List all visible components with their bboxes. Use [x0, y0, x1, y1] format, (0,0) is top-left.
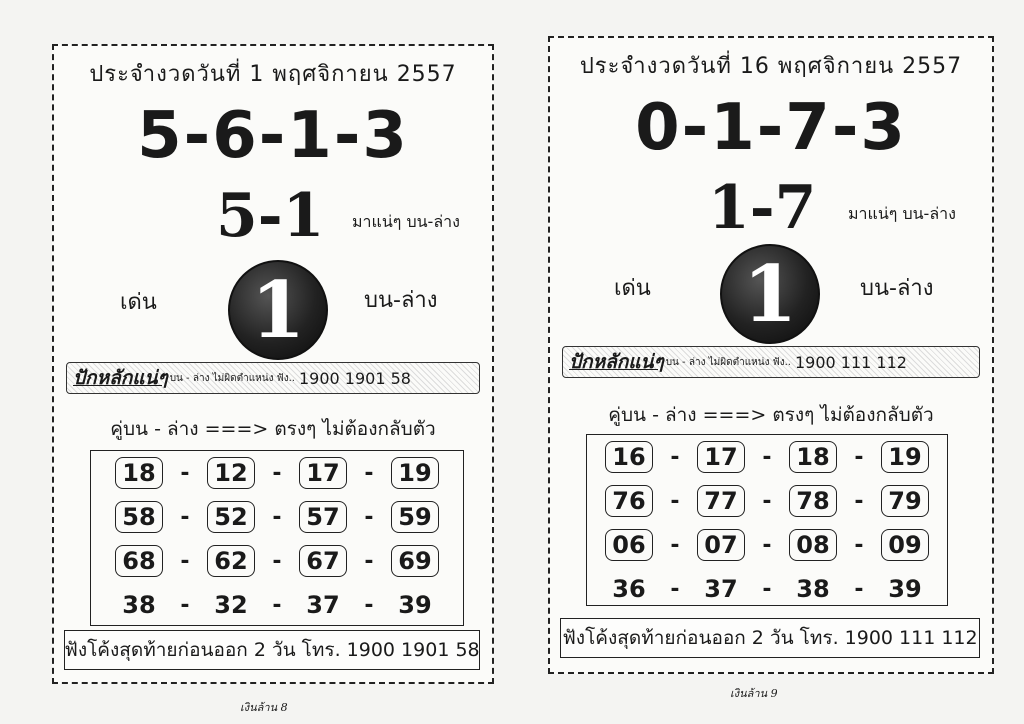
dash-separator: - [670, 488, 680, 514]
number-cell: 58 [115, 501, 163, 533]
promo-phone: 1900 1901 58 [298, 368, 411, 388]
promo-title: ปักหลักแน่ๆ [569, 351, 664, 373]
number-cell: 79 [881, 485, 929, 517]
dash-separator: - [364, 592, 374, 618]
promo-title: ปักหลักแน่ๆ [73, 367, 168, 389]
pairs-header: คู่บน - ล่าง ===> ตรงๆ ไม่ต้องกลับตัว [110, 418, 436, 440]
ball-caption: บน-ล่าง [860, 276, 934, 301]
promo-text: บน - ล่าง ไม่ผิดตำแหน่ง ฟัง.. [169, 372, 295, 384]
number-row [587, 567, 947, 611]
number-cell: 69 [391, 545, 439, 577]
promo-phone: 1900 111 112 [794, 352, 907, 372]
number-cell: 38 [796, 575, 830, 603]
footer-hotline: ฟังโค้งสุดท้ายก่อนออก 2 วัน โทร. 1900 111 112 [560, 618, 980, 658]
lead-label: เด่น [614, 276, 651, 301]
main-number: 0-1-7-3 [635, 91, 907, 165]
dash-separator: - [854, 532, 864, 558]
number-row [91, 583, 463, 627]
number-cell: 52 [207, 501, 255, 533]
number-cell: 59 [391, 501, 439, 533]
dash-separator: - [272, 460, 282, 486]
dash-separator: - [272, 504, 282, 530]
dash-separator: - [272, 592, 282, 618]
dash-separator: - [762, 532, 772, 558]
ball-digit: 1 [742, 248, 798, 340]
number-cell: 39 [398, 591, 432, 619]
number-cell: 62 [207, 545, 255, 577]
footer-hotline: ฟังโค้งสุดท้ายก่อนออก 2 วัน โทร. 1900 1901 58 [64, 630, 480, 670]
number-row [91, 451, 463, 495]
number-cell: 16 [605, 441, 653, 473]
pairs-header: คู่บน - ล่าง ===> ตรงๆ ไม่ต้องกลับตัว [608, 404, 934, 426]
promo-banner [562, 346, 980, 378]
dash-separator: - [762, 488, 772, 514]
number-cell: 17 [299, 457, 347, 489]
number-row [91, 495, 463, 539]
number-cell: 09 [881, 529, 929, 561]
right-page [548, 36, 994, 674]
number-cell: 57 [299, 501, 347, 533]
lucky-ball [228, 260, 328, 360]
number-grid [90, 450, 464, 626]
main-number: 5-6-1-3 [137, 99, 409, 173]
draw-date: ประจำงวดวันที่ 1 พฤศจิกายน 2557 [89, 62, 457, 87]
dash-separator: - [854, 576, 864, 602]
number-cell: 18 [789, 441, 837, 473]
dash-separator: - [180, 548, 190, 574]
number-cell: 19 [391, 457, 439, 489]
ball-caption: บน-ล่าง [364, 288, 438, 313]
ball-digit: 1 [250, 264, 306, 356]
number-cell: 19 [881, 441, 929, 473]
dash-separator: - [180, 504, 190, 530]
dash-separator: - [364, 548, 374, 574]
number-grid [586, 434, 948, 606]
number-cell: 39 [888, 575, 922, 603]
number-row [587, 479, 947, 523]
dash-separator: - [762, 576, 772, 602]
promo-banner [66, 362, 480, 394]
promo-text: บน - ล่าง ไม่ผิดตำแหน่ง ฟัง.. [665, 356, 791, 368]
number-row [91, 539, 463, 583]
dash-separator: - [854, 488, 864, 514]
dash-separator: - [762, 444, 772, 470]
dash-separator: - [272, 548, 282, 574]
number-row [587, 523, 947, 567]
dash-separator: - [180, 592, 190, 618]
left-page [52, 44, 494, 684]
number-cell: 17 [697, 441, 745, 473]
second-number-caption: มาแน่ๆ บน-ล่าง [352, 212, 460, 231]
number-cell: 78 [789, 485, 837, 517]
number-cell: 77 [697, 485, 745, 517]
number-cell: 18 [115, 457, 163, 489]
second-number-caption: มาแน่ๆ บน-ล่าง [848, 204, 956, 223]
number-cell: 12 [207, 457, 255, 489]
number-row [587, 435, 947, 479]
number-cell: 36 [612, 575, 646, 603]
number-cell: 68 [115, 545, 163, 577]
number-cell: 32 [214, 591, 248, 619]
draw-date: ประจำงวดวันที่ 16 พฤศจิกายน 2557 [579, 54, 963, 79]
dash-separator: - [854, 444, 864, 470]
number-cell: 08 [789, 529, 837, 561]
number-cell: 07 [697, 529, 745, 561]
dash-separator: - [670, 532, 680, 558]
page-number: เงินล้าน 9 [730, 687, 778, 700]
number-cell: 06 [605, 529, 653, 561]
lead-label: เด่น [120, 290, 157, 315]
dash-separator: - [180, 460, 190, 486]
number-cell: 67 [299, 545, 347, 577]
number-cell: 37 [306, 591, 340, 619]
second-number: 1-7 [708, 173, 817, 243]
second-number: 5-1 [216, 181, 325, 251]
dash-separator: - [670, 576, 680, 602]
number-cell: 76 [605, 485, 653, 517]
number-cell: 37 [704, 575, 738, 603]
number-cell: 38 [122, 591, 156, 619]
dash-separator: - [364, 460, 374, 486]
lucky-ball [720, 244, 820, 344]
dash-separator: - [670, 444, 680, 470]
dash-separator: - [364, 504, 374, 530]
page-number: เงินล้าน 8 [240, 701, 288, 714]
